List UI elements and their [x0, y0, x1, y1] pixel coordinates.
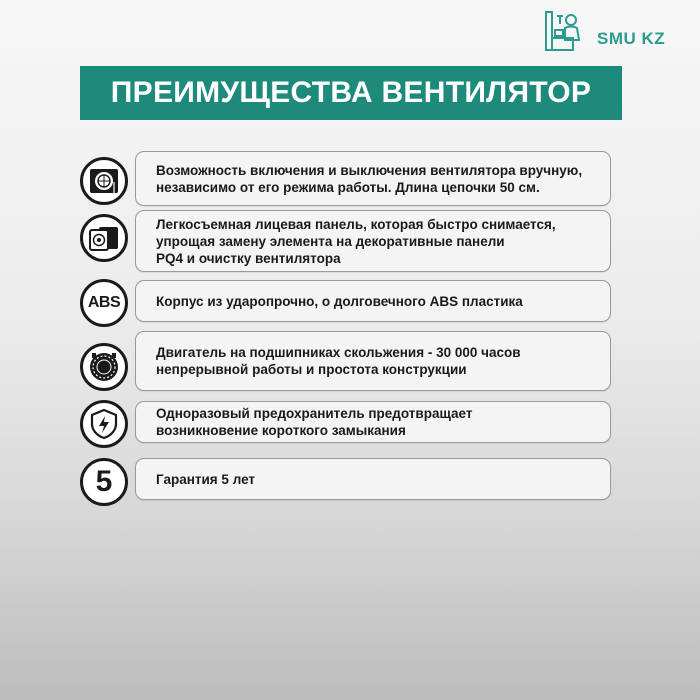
title-banner: [80, 66, 622, 120]
feature-card-warranty: [135, 458, 611, 500]
feature-text: Одноразовый предохранитель предотвращает возникновение короткого замыкания: [156, 406, 473, 438]
feature-card-front-panel: [135, 210, 611, 272]
abs-icon: [80, 279, 128, 327]
brand-logo-icon: [543, 8, 593, 56]
feature-card-abs-body: [135, 280, 611, 322]
removable-panel-icon: [80, 214, 128, 262]
feature-text: Двигатель на подшипниках скольжения - 30 000 часов непрерывной работы и простота конструкции: [156, 345, 521, 377]
feature-text: Легкосъемная лицевая панель, которая быстро снимается, упрощая замену элемента на декоративные панели PQ4 и очистку вентилятора: [156, 216, 556, 266]
shield-lightning-icon: [80, 400, 128, 448]
brand-name: SMU KZ: [597, 29, 666, 48]
abs-label: ABS: [87, 294, 121, 311]
feature-text: Корпус из ударопрочно, о долговечного ABS пластика: [156, 293, 523, 309]
feature-text: Возможность включения и выключения вентилятора вручную, независимо от его режима работы. Длина цепочки 50 см.: [156, 162, 583, 195]
warranty-five-icon: [80, 458, 128, 506]
bearing-motor-icon: [80, 343, 128, 391]
feature-card-motor: [135, 331, 611, 391]
warranty-number: 5: [95, 465, 113, 498]
feature-text: Гарантия 5 лет: [156, 471, 256, 487]
feature-card-pull-cord: [135, 151, 611, 206]
page-title: ПРЕИМУЩЕСТВА ВЕНТИЛЯТОР: [110, 76, 592, 109]
feature-card-fuse: [135, 401, 611, 443]
brand-logo: [543, 8, 683, 56]
pull-cord-switch-icon: [80, 157, 128, 205]
